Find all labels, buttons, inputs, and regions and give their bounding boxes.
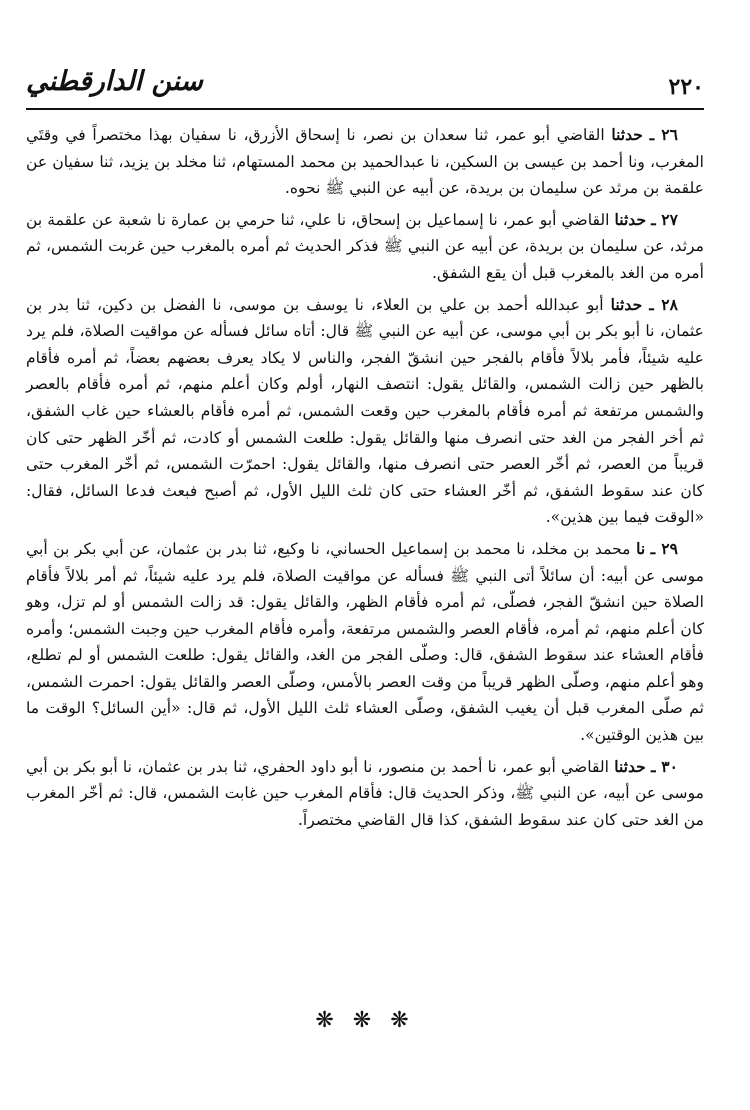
hadith-lead-word: حدثنا bbox=[614, 756, 646, 776]
hadith-text: القاضي أبو عمر، ثنا سعدان بن نصر، نا إسحاق الأزرق، نا سفيان بهذا مختصراً في وقتَي المغرب، ونا أحمد بن عيسى بن السكين، نا عبدالحميد بن محمد المستهام، ثنا مخلد بن يزيد، ثنا سفيان عن علقمة بن مرثد عن سليمان بن بريدة، عن أبيه عن النبي ﷺ نحوه. bbox=[26, 126, 704, 198]
hadith-text: القاضي أبو عمر، نا أحمد بن منصور، نا أبو داود الحفري، ثنا بدر بن عثمان، نا أبو بكر بن أبي موسى عن أبيه، عن النبي ﷺ، وذكر الحديث قال: فأقام المغرب حين غابت الشمس، قال: ثم أخّر المغرب من الغد حتى كان عند سقوط الشفق، كذا قال القاضي مختصراً. bbox=[26, 757, 704, 829]
hadith-number: ٣٠ ـ bbox=[651, 756, 679, 776]
page-body bbox=[26, 122, 704, 838]
section-end-ornament: ❋ ❋ ❋ bbox=[315, 1008, 415, 1033]
hadith-lead-word: حدثنا bbox=[614, 209, 647, 229]
hadith-text: القاضي أبو عمر، نا إسماعيل بن إسحاق، نا علي، ثنا حرمي بن عمارة نا شعبة عن علقمة بن مرثد، عن سليمان بن بريدة، عن أبيه عن النبي ﷺ فذكر الحديث ثم أمره بالمغرب حين غربت الشمس، ثم أمره من الغد بالمغرب قبل أن يقع الشفق. bbox=[26, 210, 704, 282]
page-header bbox=[26, 64, 704, 108]
header-divider bbox=[26, 108, 704, 110]
hadith-number: ٢٩ ـ bbox=[650, 538, 678, 558]
hadith-lead-word: نا bbox=[636, 538, 646, 558]
hadith-paragraph bbox=[26, 122, 704, 202]
hadith-text: محمد بن مخلد، نا محمد بن إسماعيل الحساني، نا وكيع، ثنا بدر بن عثمان، عن أبي بكر بن أبي موسى عن أبيه: أن سائلاً أتى النبي ﷺ فسأله عن مواقيت الصلاة، فلم يرد عليه شيئاً، ثم أمر بلالاً فأقام الصلاة حين انشقّ الفجر، فصلّى، ثم أمره فأقام الظهر، والقائل يقول: قد زالت الشمس أو لم تزل، وهو كان أعلم منهم، ثم أمره، فأقام العصر والشمس مرتفعة، وأمره فأقام المغرب حين وجبت الشمس؛ وأمره فأقام العشاء عند سقوط الشفق، قال: وصلّى الفجر من الغد، والقائل يقول: طلعت الشمس أو لم تطلع، وهو أعلم منهم، وصلّى الظهر قريباً من وقت العصر بالأمس، وصلّى العصر والقائل يقول: احمرت الشمس، ثم صلّى المغرب قبل أن يغيب الشفق، وصلّى العشاء ثلث الليل الأول، ثم قال: «أين السائل؟ الوقت ما بين هذين الوقتين». bbox=[26, 539, 704, 745]
hadith-number: ٢٧ ـ bbox=[651, 209, 678, 229]
hadith-lead-word: حدثنا bbox=[611, 125, 643, 144]
hadith-paragraph bbox=[26, 754, 704, 834]
hadith-number: ٢٨ ـ bbox=[649, 294, 678, 314]
hadith-text: أبو عبدالله أحمد بن علي بن العلاء، نا يوسف بن موسى، نا الفضل بن دكين، ثنا بدر بن عثمان، نا أبو بكر بن أبي موسى، عن أبيه عن النبي ﷺ قال: أتاه سائل فسأله عن مواقيت الصلاة، فلم يرد عليه شيئاً، فأمر بلالاً فأقام بالفجر حين انشقّ الفجر، والناس لا يكاد يعرف بعضهم بعضاً، ثم أمره فأقام بالظهر حين زالت الشمس، والقائل يقول: انتصف النهار، أولم وكان أعلم منهم، ثم أمره فأقام بالعصر والشمس مرتفعة ثم أمره فأقام بالمغرب حين وقعت الشمس، ثم أمره فأقام بالعشاء حين غاب الشفق، ثم أخر الفجر من الغد حتى انصرف منها والقائل يقول: طلعت الشمس أو كادت، ثم أخّر الظهر حتى كان قريباً من العصر، ثم أخّر العصر حتى انصرف منها، والقائل يقول: احمرّت الشمس، ثم أخّر المغرب حتى كان عند سقوط الشفق، ثم أخّر العشاء حتى كان ثلث الليل الأول، ثم أصبح فبعث فدعا السائل، فقال: «الوقت فيما بين هذين». bbox=[26, 295, 705, 527]
page-number: ٢٢٠ bbox=[668, 74, 704, 100]
hadith-lead-word: حدثنا bbox=[610, 294, 643, 314]
hadith-paragraph bbox=[26, 292, 704, 531]
hadith-paragraph bbox=[26, 207, 704, 287]
hadith-paragraph bbox=[26, 536, 704, 749]
hadith-number: ٢٦ ـ bbox=[649, 125, 679, 144]
book-title: سنن الدارقطني bbox=[26, 66, 203, 97]
